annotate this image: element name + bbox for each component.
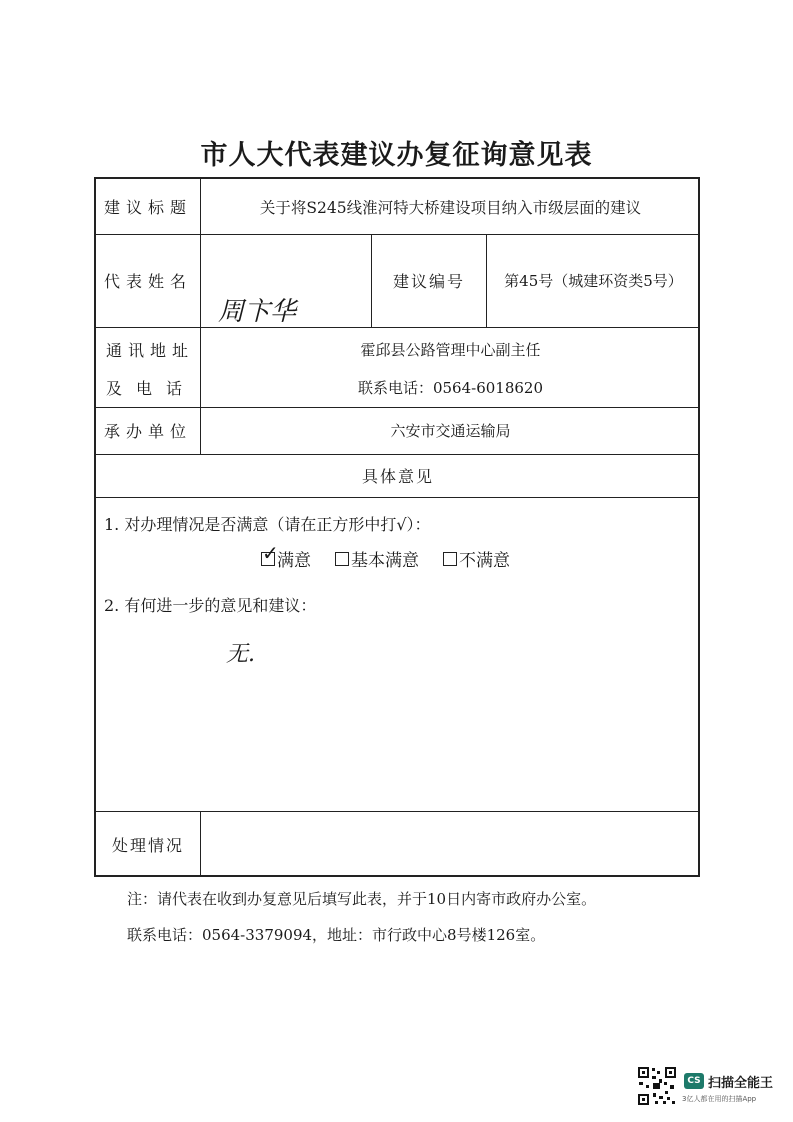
- form-title: 市人大代表建议办复征询意见表: [200, 140, 593, 171]
- qr-code-icon: [637, 1066, 677, 1106]
- question-satisfaction: 1. 对办理情况是否满意（请在正方形中打√）：: [104, 514, 431, 534]
- row-divider: [96, 327, 698, 328]
- check-mark-icon: ✓: [262, 540, 279, 565]
- option-unsatisfied[interactable]: [443, 546, 510, 571]
- note-line: 注：请代表在收到办复意见后填写此表，并于10日内寄市政府办公室。: [127, 890, 597, 908]
- satisfaction-options: [261, 540, 510, 571]
- scanner-watermark: [637, 1066, 787, 1111]
- handling-label: 处理情况: [111, 835, 184, 855]
- phone-label: 及电话: [106, 378, 197, 398]
- handwritten-answer: 无.: [226, 642, 255, 667]
- number-value: 第45号（城建环资类5号）: [504, 272, 683, 290]
- scanner-logo-icon: CS: [684, 1073, 704, 1089]
- address-value: 霍邱县公路管理中心副主任: [360, 340, 541, 359]
- column-divider: [200, 811, 201, 877]
- option-satisfied[interactable]: [261, 540, 311, 571]
- checkbox-basically-satisfied[interactable]: [335, 552, 349, 566]
- contact-line: 联系电话：0564-3379094，地址：市行政中心8号楼126室。: [127, 926, 546, 944]
- option-basically-satisfied[interactable]: [335, 546, 419, 571]
- option-label: 满意: [277, 551, 311, 571]
- name-label: 代表姓名: [103, 272, 192, 291]
- phone-value: 联系电话：0564-6018620: [357, 378, 544, 397]
- opinion-form-table: [94, 177, 700, 877]
- unit-value: 六安市交通运输局: [390, 422, 511, 440]
- scanner-app-name: 扫描全能王: [708, 1076, 774, 1091]
- option-label: 基本满意: [351, 551, 419, 571]
- row-divider: [96, 497, 698, 498]
- opinions-header: 具体意见: [361, 467, 434, 486]
- number-label: 建议编号: [392, 272, 465, 291]
- topic-value: 关于将S245线淮河特大桥建设项目纳入市级层面的建议: [259, 198, 642, 217]
- checkbox-satisfied[interactable]: [261, 540, 279, 566]
- question-further-advice: 2. 有何进一步的意见和建议：: [104, 595, 317, 615]
- address-label: 通讯地址: [106, 340, 195, 360]
- unit-label: 承办单位: [103, 422, 192, 441]
- checkbox-unsatisfied[interactable]: [443, 552, 457, 566]
- topic-label: 建议标题: [103, 198, 192, 217]
- representative-signature: 周卞华: [218, 297, 297, 327]
- option-label: 不满意: [459, 551, 510, 571]
- scanner-tagline: 3亿人都在用的扫描App: [682, 1095, 757, 1103]
